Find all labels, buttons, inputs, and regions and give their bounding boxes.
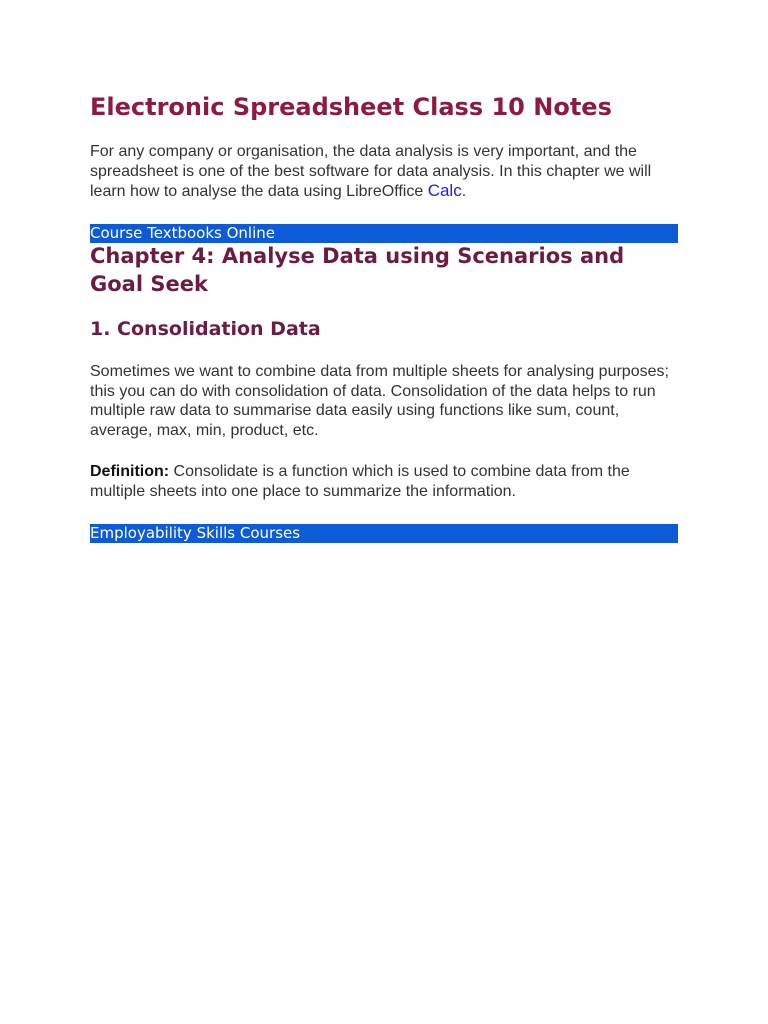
page-title: Electronic Spreadsheet Class 10 Notes xyxy=(90,93,612,121)
course-textbooks-banner-link[interactable]: Course Textbooks Online xyxy=(90,224,678,243)
definition-paragraph xyxy=(90,462,678,501)
intro-trailing: . xyxy=(461,183,467,200)
consolidation-paragraph: Sometimes we want to combine data from multiple sheets for analysing purposes; this you can do with consolidation of data. Consolidation of the data helps to run multiple raw data to summarise data easily using functions like sum, count, average, max, min, product, etc. xyxy=(90,363,669,439)
intro-paragraph xyxy=(90,142,678,202)
calc-link[interactable]: Calc xyxy=(427,181,462,200)
intro-text: For any company or organisation, the data analysis is very important, and the spreadsheet is one of the best software for data analysis. In this chapter we will learn how to analyse the data using LibreOffice xyxy=(90,143,652,200)
definition-text: Consolidate is a function which is used to combine data from the multiple sheets into one place to summarize the information. xyxy=(90,463,630,500)
employability-skills-banner-link[interactable]: Employability Skills Courses xyxy=(90,524,678,543)
definition-label: Definition: xyxy=(90,463,170,480)
chapter-heading: Chapter 4: Analyse Data using Scenarios and Goal Seek xyxy=(90,244,625,296)
section-heading: 1. Consolidation Data xyxy=(90,318,321,340)
